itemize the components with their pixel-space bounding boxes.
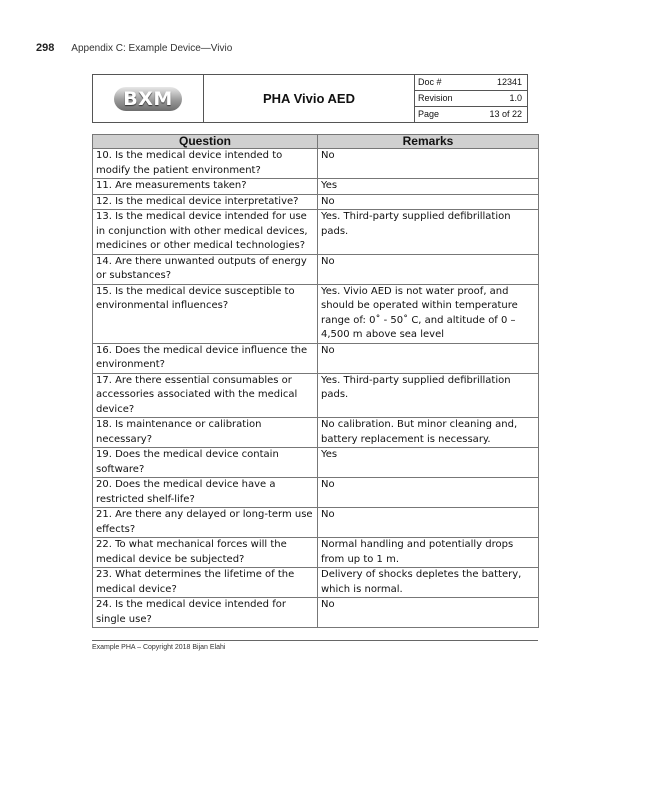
page-row	[415, 107, 527, 122]
table-row	[93, 538, 539, 568]
table-row	[93, 194, 539, 210]
running-header	[36, 42, 232, 54]
table-row	[93, 254, 539, 284]
doc-number-row	[415, 75, 527, 91]
remarks-cell: Yes. Third-party supplied defibrillation pads.	[318, 373, 539, 418]
remarks-cell: Yes	[318, 179, 539, 195]
question-header: Question	[93, 135, 318, 149]
remarks-cell: No	[318, 149, 539, 179]
footer-copyright: Example PHA – Copyright 2018 Bijan Elahi	[92, 644, 226, 651]
page-label: Page	[418, 109, 440, 119]
remarks-cell: No calibration. But minor cleaning and, battery replacement is necessary.	[318, 418, 539, 448]
table-row	[93, 598, 539, 628]
table-row	[93, 373, 539, 418]
table-header-row	[93, 135, 539, 149]
question-cell: 16. Does the medical device influence the environment?	[93, 343, 318, 373]
table-row	[93, 418, 539, 448]
doc-number-label: Doc #	[418, 77, 442, 87]
question-cell: 14. Are there unwanted outputs of energy or substances?	[93, 254, 318, 284]
table-row	[93, 284, 539, 343]
remarks-cell: No	[318, 478, 539, 508]
bxm-logo: BXM	[114, 87, 182, 111]
document-header-table	[92, 74, 528, 123]
question-cell: 24. Is the medical device intended for single use?	[93, 598, 318, 628]
page-number: 298	[36, 42, 55, 54]
question-cell: 23. What determines the lifetime of the medical device?	[93, 568, 318, 598]
question-cell: 19. Does the medical device contain software?	[93, 448, 318, 478]
document-title: PHA Vivio AED	[204, 75, 415, 123]
doc-number-value: 12341	[496, 77, 522, 87]
remarks-cell: Delivery of shocks depletes the battery, which is normal.	[318, 568, 539, 598]
remarks-cell: Yes. Third-party supplied defibrillation pads.	[318, 210, 539, 255]
remarks-cell: Yes	[318, 448, 539, 478]
question-cell: 13. Is the medical device intended for use in conjunction with other medical devices, medicines or other medical technologies?	[93, 210, 318, 255]
revision-row	[415, 91, 527, 107]
table-row	[93, 448, 539, 478]
revision-label: Revision	[418, 93, 453, 103]
question-cell: 11. Are measurements taken?	[93, 179, 318, 195]
table-row	[93, 568, 539, 598]
table-row	[93, 508, 539, 538]
remarks-cell: Yes. Vivio AED is not water proof, and should be operated within temperature range of: 0˚ - 50˚ C, and altitude of 0 – 4,500 m above sea level	[318, 284, 539, 343]
remarks-cell: No	[318, 343, 539, 373]
question-cell: 21. Are there any delayed or long-term use effects?	[93, 508, 318, 538]
remarks-cell: No	[318, 194, 539, 210]
question-cell: 20. Does the medical device have a restricted shelf-life?	[93, 478, 318, 508]
remarks-cell: No	[318, 508, 539, 538]
document-meta	[415, 75, 528, 123]
question-cell: 17. Are there essential consumables or accessories associated with the medical device?	[93, 373, 318, 418]
table-row	[93, 343, 539, 373]
question-cell: 18. Is maintenance or calibration necessary?	[93, 418, 318, 448]
footer-divider	[92, 640, 538, 641]
question-cell: 15. Is the medical device susceptible to environmental influences?	[93, 284, 318, 343]
table-row	[93, 478, 539, 508]
table-row	[93, 179, 539, 195]
revision-value: 1.0	[509, 93, 522, 103]
remarks-cell: No	[318, 598, 539, 628]
table-row	[93, 149, 539, 179]
page-value: 13 of 22	[489, 109, 522, 119]
remarks-header: Remarks	[318, 135, 539, 149]
question-cell: 12. Is the medical device interpretative?	[93, 194, 318, 210]
chapter-title: Appendix C: Example Device—Vivio	[71, 43, 233, 54]
table-row	[93, 210, 539, 255]
logo-cell	[93, 75, 204, 123]
remarks-cell: Normal handling and potentially drops from up to 1 m.	[318, 538, 539, 568]
remarks-cell: No	[318, 254, 539, 284]
pha-questions-table	[92, 134, 539, 628]
question-cell: 22. To what mechanical forces will the medical device be subjected?	[93, 538, 318, 568]
question-cell: 10. Is the medical device intended to modify the patient environment?	[93, 149, 318, 179]
